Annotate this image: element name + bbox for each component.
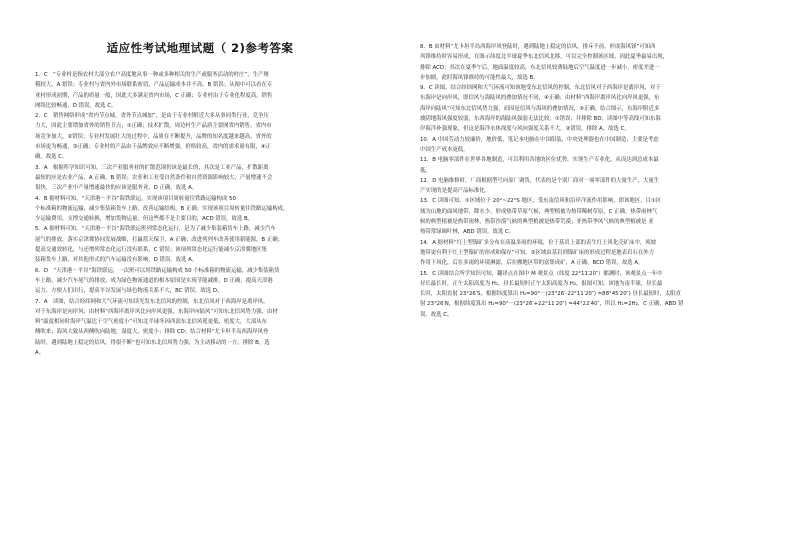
text-line: 14．A 据材料“红土型镍矿多分布在高温多雨的环境，位于基岩上部的表生红土风化壳矿床中，须坡 bbox=[420, 239, 657, 246]
text-line: 1．C “专业村是指农村大部分农户高度地从事一种或多种相关的生产或服务活动的村庄”，生产规 bbox=[35, 72, 269, 78]
text-line: A。 bbox=[35, 350, 45, 357]
text-line: 11．B 电脑零部件在世界各地制造，可以利用各地的区位优势，实现生产专业化，从而达到总成本最 bbox=[420, 157, 659, 164]
text-line: 产实现的是提高产品标准化。 bbox=[420, 188, 491, 195]
text-line: 业村形成初期，产品的质量一般，因此大多满足省内市场，C 正确；专业村由于专业化程度高，销售 bbox=[35, 92, 273, 99]
text-line: 市场更为畅通，③正确；专业村的产品由于品牌效应不断增强，价格较高，省内的需求量有限，④正 bbox=[35, 144, 272, 151]
text-line: 候的典型植被是热带雨林，热带沙漠气候的典型植被是热带荒漠；亚热带季风气候的典型植被是 亚 bbox=[420, 219, 654, 226]
text-line: 很快，三次产业中产量增速最快的应该是服务业，D 正确。故选 A。 bbox=[35, 185, 198, 192]
text-line: 误。故选 C。 bbox=[420, 311, 453, 318]
text-line: 8．B 由材料“尤卡坦半岛西海岸风登陆时，遇到陆地上稳定的信风，排斥不前，形成海风锋”可知西 bbox=[420, 44, 656, 50]
text-line: 最短的应是农业产品，A 正确，B 错误；农业和工业受自然条件和自然资源影响较大，产量增速不会 bbox=[35, 174, 273, 181]
text-line: 2．C 销售网络形成“省内节点城，省外节点城加”，是由于专业村附近大多从事同类行业，竞争压 bbox=[35, 113, 269, 120]
text-line: 网络比较畅通，D 错误。故选 C。 bbox=[35, 102, 117, 109]
text-line: 低。 bbox=[420, 167, 431, 174]
text-line: 9．C 读图，结合经纬网和大气环流可知该地受东北信风的控制，东北信风对于西海岸是离岸风，对于 bbox=[420, 85, 661, 92]
text-line: 尾气的排放，落实京津冀协同发展战略，打赢蓝天保卫，A 正确；改进列列车改善使用新能源，B 正确； bbox=[35, 236, 284, 243]
text-line: 3．A 根据所学知识可知，三次产业服务业的扩散范围仍该是最长的，其次是工业产品，扩散距离 bbox=[35, 164, 269, 171]
text-line: 料“温度相同时海岸气温比干空气密度小”可知北半球冬因西部东北信风冕更低，密度大，大部从东 bbox=[35, 319, 267, 326]
text-line: 力大，因此主要増加省外的销售节点；①正确；技术扩散，周边村生产品质主要网省内销售，省内市 bbox=[35, 123, 272, 130]
text-line: 步加剧，此时海风锋维持的可能性最大，故选 B。 bbox=[420, 74, 539, 81]
text-line: 6．D “天津港－平谷”海铁联运，一次班可以用铁路运输构成 50 个标准箱的物流运输，减少集装箱货 bbox=[35, 267, 280, 274]
text-line: 热带常绿阔叶林，ABD 错误。故选 C。 bbox=[420, 229, 515, 236]
text-line: 模较大，A 错误；专业村与省内外市场联系密切，产品运输成本并不高，B 错误；从图中可以看在专 bbox=[35, 82, 273, 89]
text-line: 确。故选 C。 bbox=[35, 154, 68, 161]
text-line: 对于东海岸是向岸风；由材料“西海岸离岸风比向岸风更强，东海岸向陆风”可知东北信风势力强，由材 bbox=[35, 308, 278, 315]
text-line: 4．B 据材料可知，“天津港－平谷”海铁联运，实现该项目周转量往铁路运输构成 50 bbox=[35, 195, 236, 202]
left-column bbox=[35, 70, 392, 358]
text-line: 风锋维持时容易形成，在图示纬度北半球夏季东北信风北移，可以完全控制该区域，因此夏季最易出现， bbox=[420, 54, 668, 61]
text-line: 坡阴地海风强度较弱，东西海岸的海陆风强弱无法比较，①错误；并排除 BD；读图中等高线可知东海 bbox=[420, 116, 661, 123]
text-line: 个标准箱的物流运输，减少集装箱货车上路，改善运输结构，B 正确；实现该项目周转量往铁路运输构成， bbox=[35, 205, 289, 212]
text-line: 提高交通效转化，与还增列常态化运行没有联系，C 错误；该项列常态化运行能减少京津冀地区集 bbox=[35, 247, 267, 254]
right-column bbox=[420, 42, 785, 320]
text-line: 海岸向陆风”可知东北信风势力强，而因是信风与海风的叠加情况，⑤正确。结合图示，东海岸附近多 bbox=[420, 105, 660, 112]
text-line: 昼长最长时，正午太阳高度为 H₁，昼长最短时正午太阳高度为 H₂，报图可知，该地为南半球，昼长最 bbox=[420, 280, 663, 287]
text-line: 5．A 据材料可知，“天津港－平谷”海铁联运班列常态化运行，是为了减少集装箱货车上路，减少汽车 bbox=[35, 226, 276, 233]
text-line: 7．A 读图，结合经纬网和大气环流可知读光发东北信风的控制，东北信风对于西海岸是离岸风， bbox=[35, 298, 269, 305]
text-line: 域为山地的面风地带，降水少，形成热带草原气候，典型植被为热带稀树草原，C 正确。热带雨林气 bbox=[420, 208, 658, 215]
text-line: 场竞争加大，②错误；专业村发展壮大的过程中，品质在不断提升，品牌的知名度越来越高，省外的 bbox=[35, 133, 272, 140]
text-line: 射 23°26′N，根据纬度算出 H₂=90°－(23°26′+22°11′20″) =44°22′40″，所以 H₁=2H₂，C 正确，ABD 错 bbox=[420, 301, 684, 308]
text-line: 长时，太阳直射 23°26′S，根据纬度算出 H₁=90°－(23°26′-22°11′20″) =88°45′20″) 昼长最短时，太阳直 bbox=[420, 291, 682, 298]
text-line: 15．C 读图结合所学知识可知，翻译点在图中 M 观景点（纬度 22°11′20″）都测时，该观景点一年中 bbox=[420, 270, 663, 277]
text-line: 排除 ACD；其次在夏季午后，地面温度较高，东北信风较薄陆地后空气温度进一步减小，密度差进一 bbox=[420, 64, 660, 71]
text-line: 作用下风化，后在多雨的环境淋滤，后在搬地区带的富集成矿，A 正确，BCD 错误。故选 A。 bbox=[420, 260, 644, 267]
text-line: 13．C 读图可知，①区域位于 20°~22°S 地区，受东南信风和沿岸洋流作用影响，即该地区，目①区 bbox=[420, 198, 662, 205]
text-line: 侧吹来；海风大致从西侧吹向陆地，湿度大，密度小；排除 CD；结合材料“尤卡坦半岛西海岸风登 bbox=[35, 329, 269, 336]
text-line: 装箱货车上路，对其他形式的汽车运输没有影响，D 错误。故选 A。 bbox=[35, 257, 198, 264]
text-line: 少运输费用，支撑交通转换，增加货物运量，但这些都不是主要目的，ACD 错误。故选 B。 bbox=[35, 216, 254, 223]
document-title: 适应性考试地理试题（ 2)参考答案 bbox=[106, 41, 294, 55]
text-line: 地带更有利于红土型镍矿的形成和保存”可知，②区域由基岩到镍矿床的形成过程是地表岩石在外力 bbox=[420, 249, 655, 256]
text-line: 东海岸是向岸风，即信风与海陆风的叠加情况不同，④正确；由材料“西海岸离岸风比向岸风更强，东 bbox=[420, 95, 660, 102]
text-line: 12．D 电脑维修时，厂商根据型号向原厂调货，代表的是个别厂商对一项零部件的大量生产，大量生 bbox=[420, 177, 660, 184]
text-line: 运力、方便人们出行、提高平谷发展与绿色物流关系不大，BC 错误。故选 D。 bbox=[35, 288, 223, 295]
text-line: 中国生产成本更低。 bbox=[420, 146, 469, 153]
text-line: 车上路，减少汽车尾气的排放，成为绿色物流通道的根本原因是实现节能减排，D 正确。提高天津港 bbox=[35, 277, 273, 284]
text-line: 岸海洋补强现象，但这是海洋水体深度与风向强度关系不大，②错误，排除 A。故选 C。 bbox=[420, 126, 630, 133]
text-line: 10．A 中国劳动力较廉价，地价低，笔记本电脑在中国组装，中央处理器也在中国制造，主要是考虑 bbox=[420, 136, 659, 143]
text-line: 陆时，遇到陆地上稳定的信风，得很不断”也可知东北信风势力强，为主动移动的一方，排除 B，选 bbox=[35, 339, 270, 346]
